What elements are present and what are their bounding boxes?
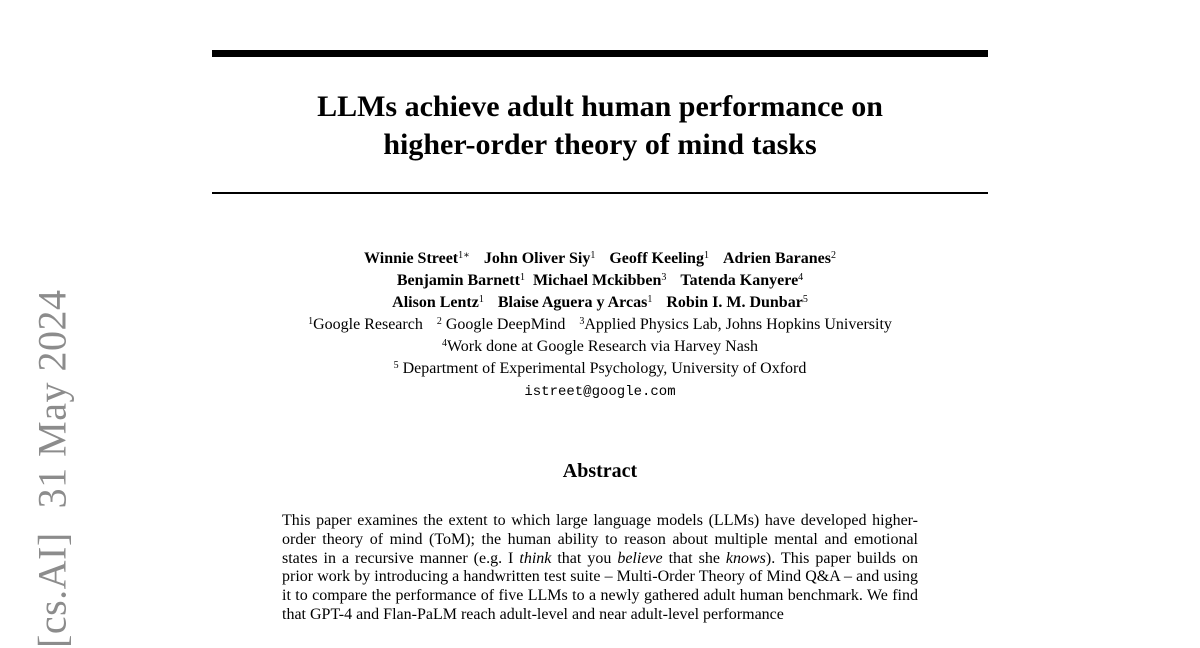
author-mark: 1 [703,250,709,261]
author-mark: 4 [798,272,804,283]
author-email[interactable]: istreet@google.com [524,384,676,400]
author-name: Winnie Street [364,250,459,267]
arxiv-category: [cs.AI] [29,532,75,648]
abstract-part: This paper examines the extent to which large language models (LLMs) have developed higher-order theory of mind (ToM); the human ability to reason about multiple mental and emotional states in a recursive manner (e.g. I [282,512,918,567]
top-rule [212,50,988,57]
arxiv-date: 31 May 2024 [29,289,75,509]
author-mark: 1 [590,250,596,261]
affiliation-text: Google DeepMind [445,316,566,333]
author-name: John Oliver Siy [483,250,591,267]
author-line-2 [200,270,1000,292]
affiliation-line-3 [200,358,1000,380]
affiliation-text: Applied Physics Lab, Johns Hopkins University [584,316,892,333]
arxiv-side-stamp [29,290,76,648]
abstract-emphasis: knows [725,549,766,567]
author-line-1 [200,248,1000,270]
author-mark: 5 [802,294,808,305]
affiliation-text: Google Research [313,316,423,333]
paper-title [212,88,988,164]
author-line-3 [200,292,1000,314]
author-block [200,248,1000,403]
author-name: Alison Lentz [392,294,479,311]
author-name: Blaise Aguera y Arcas [497,294,648,311]
affiliation-text: Department of Experimental Psychology, University of Oxford [402,360,807,377]
author-mark: 2 [830,250,836,261]
author-mark: 1 [647,294,653,305]
author-name: Robin I. M. Dunbar [666,294,803,311]
abstract-emphasis: believe [617,549,663,567]
affiliation-mark: 2 [436,316,442,327]
abstract-part: ). This paper builds on prior work by introducing a handwritten test suite – Multi-Order Theory of Mind Q&A – and using it to compare the performance of five LLMs to a newly gathered adult human benchmark. We find that GPT-4 and Flan-PaLM reach adult-level and near adult-level performance [282,549,918,623]
affiliation-mark: 4 [441,338,447,349]
author-name: Tatenda Kanyere [680,272,799,289]
abstract-text [282,512,918,625]
affiliation-mark: 1 [308,316,314,327]
author-name: Adrien Baranes [722,250,831,267]
abstract-part: that you [551,549,618,567]
title-line-2: higher-order theory of mind tasks [383,128,817,161]
author-mark: 1∗ [458,250,470,261]
abstract-part: that she [662,549,726,567]
title-line-1: LLMs achieve adult human performance on [317,90,883,123]
affiliation-line-1 [200,314,1000,336]
abstract-emphasis: think [519,549,552,567]
abstract-heading: Abstract [562,460,638,482]
title-rule [212,192,988,194]
author-name: Michael Mckibben [532,272,662,289]
author-mark: 1 [478,294,484,305]
affiliation-text: Work done at Google Research via Harvey Nash [446,338,759,355]
email-line [200,380,1000,403]
author-mark: 1 [519,272,525,283]
author-name: Geoff Keeling [609,250,704,267]
affiliation-line-2 [200,336,1000,358]
author-name: Benjamin Barnett [396,272,520,289]
affiliation-mark: 3 [579,316,585,327]
author-mark: 3 [661,272,667,283]
affiliation-mark: 5 [393,360,399,371]
